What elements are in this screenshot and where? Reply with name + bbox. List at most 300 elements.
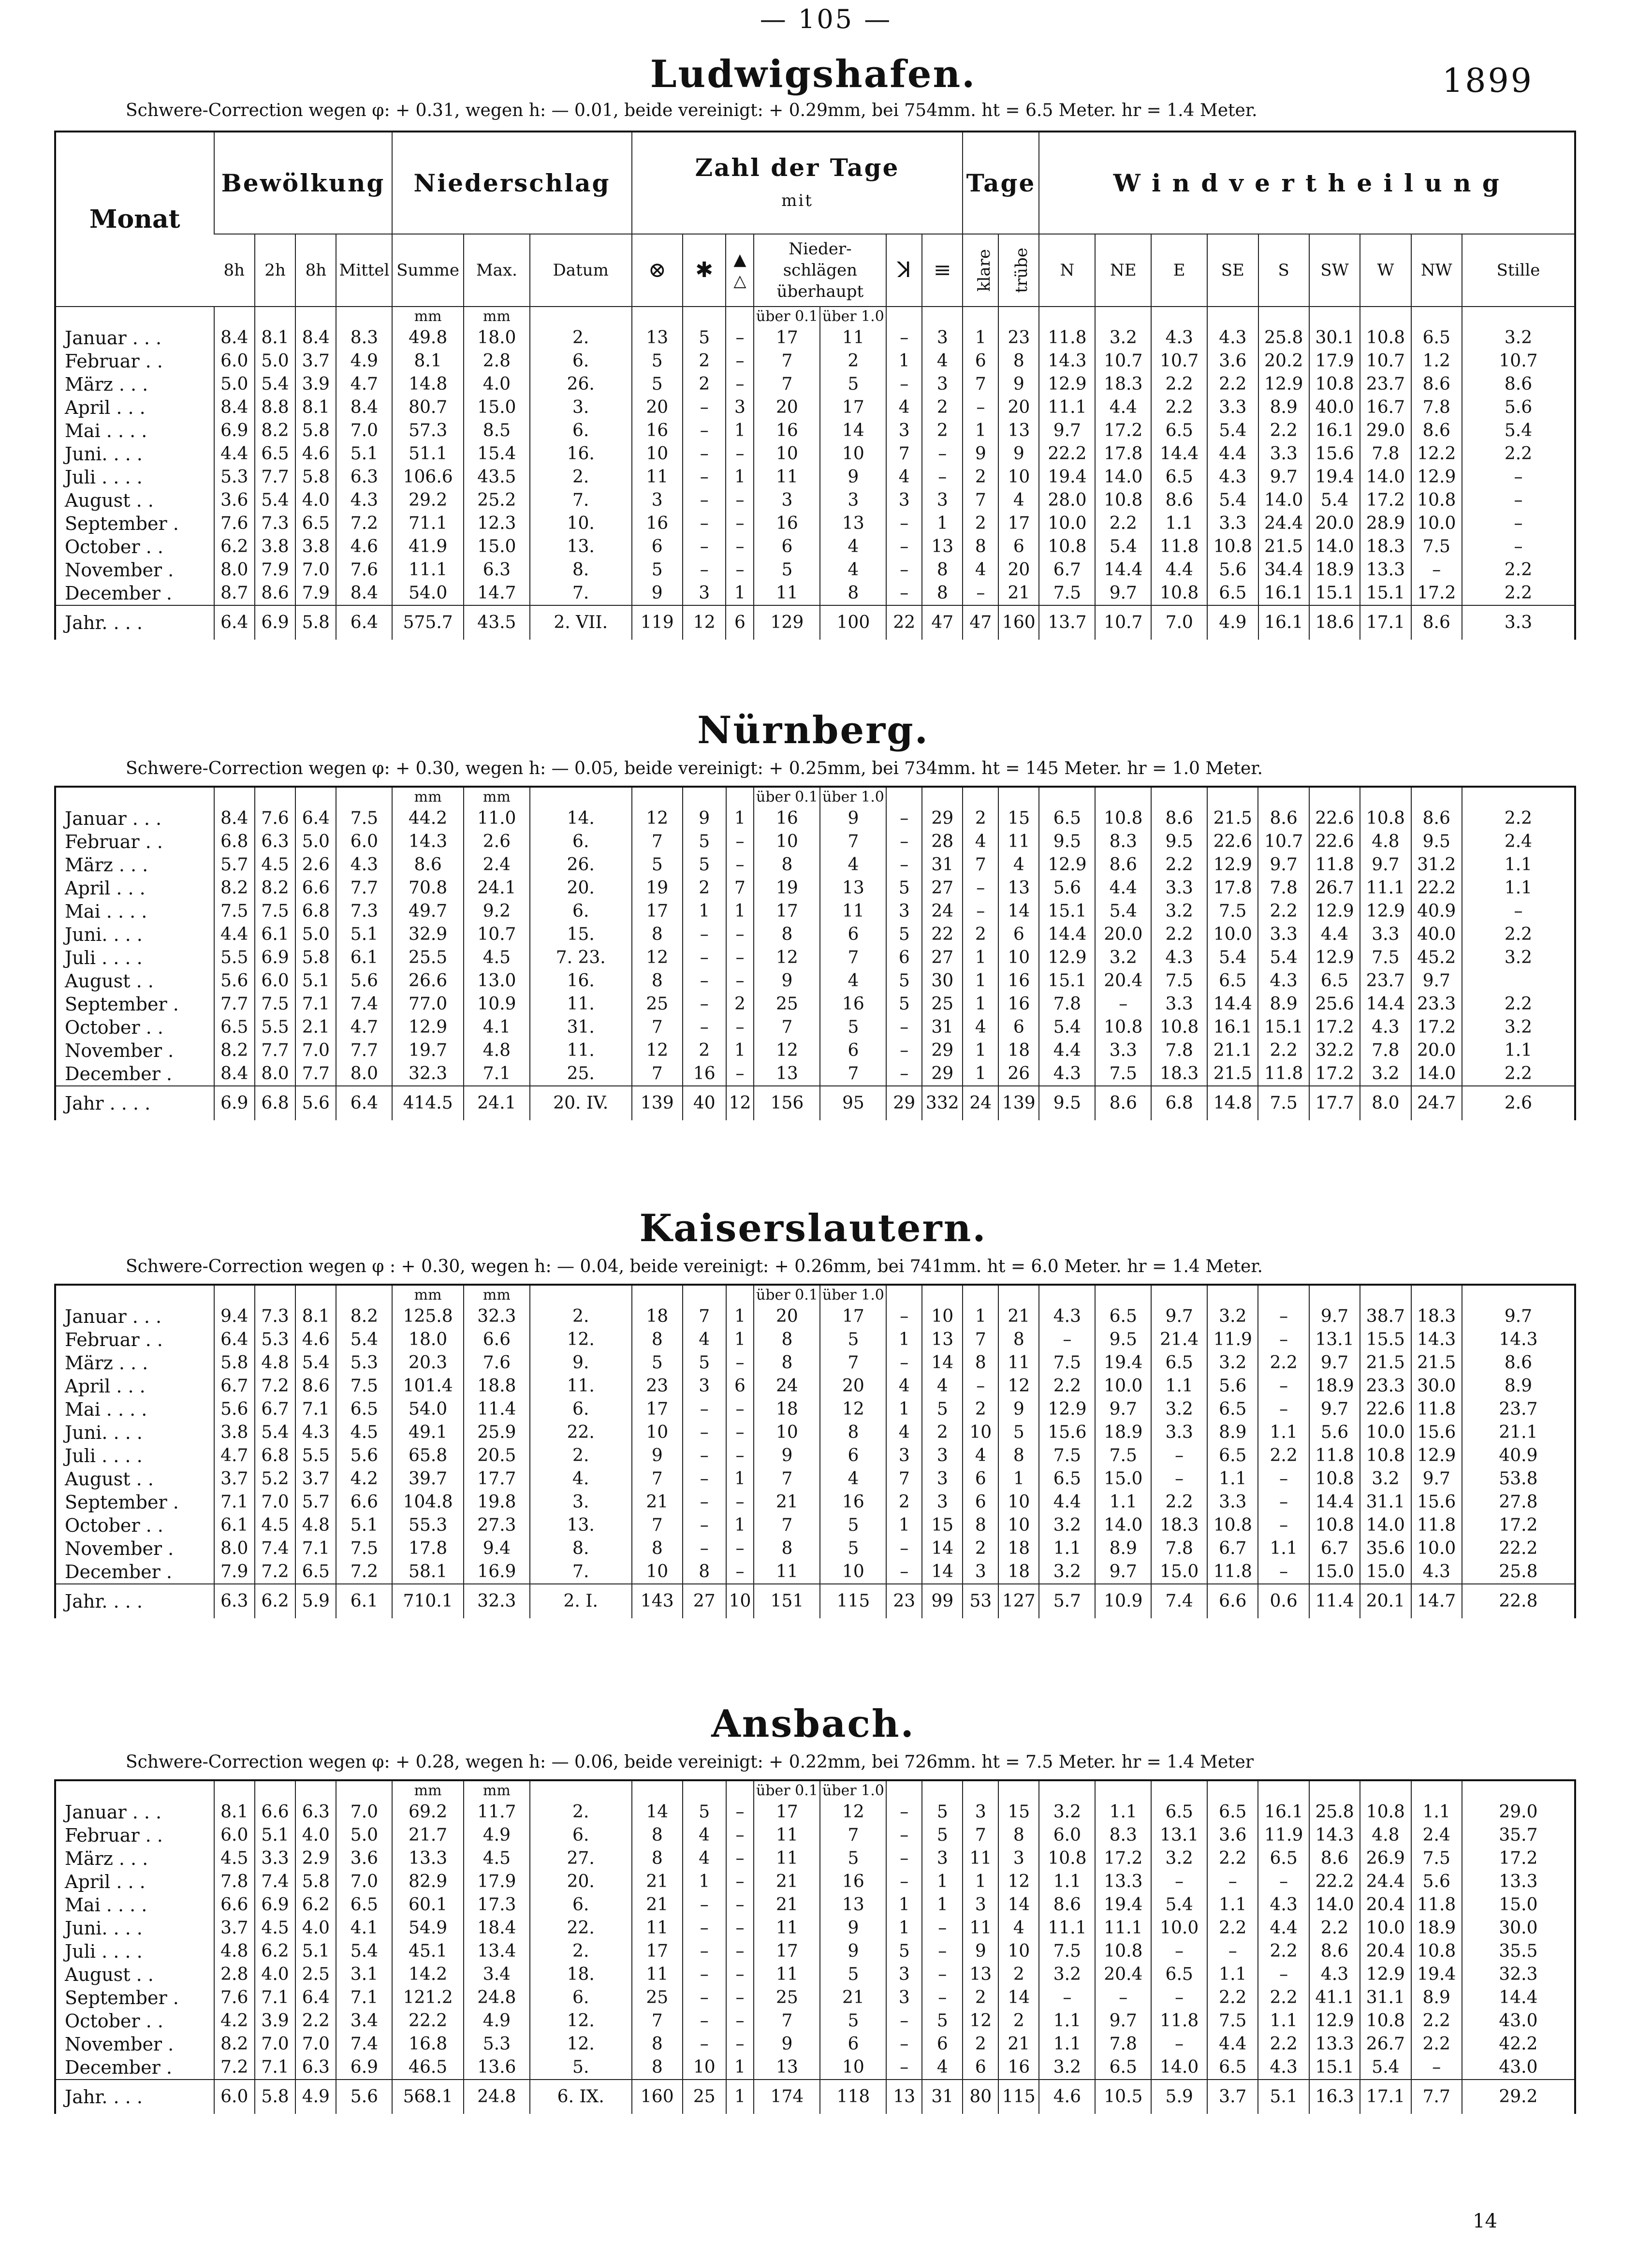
table-cell: 4.4 bbox=[1207, 2033, 1258, 2056]
total-cell: 6. IX. bbox=[530, 2080, 632, 2114]
table-cell: 11.8 bbox=[1258, 1062, 1309, 1086]
table-cell: 11 bbox=[754, 1963, 820, 1986]
table-cell: 11.0 bbox=[464, 807, 530, 830]
unit-cell bbox=[886, 1286, 922, 1305]
table-cell: 15.6 bbox=[1309, 442, 1360, 466]
table-cell: 8.0 bbox=[336, 1062, 392, 1086]
total-cell: 24 bbox=[963, 1086, 998, 1120]
table-cell: 5.1 bbox=[336, 923, 392, 946]
table-cell: 24.1 bbox=[464, 877, 530, 900]
correction-line: Schwere-Correction wegen φ: + 0.28, wegen h: — 0.06, beide vereinigt: + 0.22mm, bei 726mm. ht = 7.5 Meter. hr = 1.4 Meter bbox=[126, 1752, 1254, 1772]
table-cell: 54.0 bbox=[392, 582, 464, 605]
table-cell: 2.2 bbox=[1258, 1986, 1309, 2009]
total-cell: 12 bbox=[683, 605, 726, 640]
table-cell: 19.4 bbox=[1095, 1893, 1151, 1917]
table-cell: 6.1 bbox=[336, 946, 392, 969]
table-cell: – bbox=[726, 853, 754, 877]
table-cell: – bbox=[683, 1491, 726, 1514]
table-cell: 1.1 bbox=[1207, 1467, 1258, 1491]
table-cell: 15.1 bbox=[1039, 969, 1095, 993]
table-row bbox=[56, 853, 1574, 877]
table-cell: 19 bbox=[754, 877, 820, 900]
table-cell: 6.0 bbox=[255, 969, 295, 993]
total-cell: 160 bbox=[998, 605, 1039, 640]
table-cell: 2.2 bbox=[1309, 1917, 1360, 1940]
table-cell: 10.8 bbox=[1360, 326, 1411, 350]
table-row bbox=[56, 1398, 1574, 1421]
total-cell: 100 bbox=[820, 605, 886, 640]
unit-cell bbox=[530, 788, 632, 807]
table-cell: 4.8 bbox=[1360, 1824, 1411, 1847]
column-header-truebe bbox=[998, 234, 1039, 307]
table-cell: – bbox=[1151, 1444, 1207, 1467]
table-cell: 11 bbox=[754, 1560, 820, 1584]
table-cell: 3 bbox=[726, 396, 754, 419]
table-cell: 14.4 bbox=[1151, 442, 1207, 466]
table-cell: 3.3 bbox=[1258, 442, 1309, 466]
unit-cell: mm bbox=[392, 307, 464, 326]
table-cell: 15.0 bbox=[1309, 1560, 1360, 1584]
table-row bbox=[56, 1917, 1574, 1940]
table-cell: 101.4 bbox=[392, 1375, 464, 1398]
total-cell: 5.9 bbox=[1151, 2080, 1207, 2114]
table-cell: 13.6 bbox=[464, 2056, 530, 2080]
table-cell: 25.5 bbox=[392, 946, 464, 969]
table-cell: 4.5 bbox=[464, 946, 530, 969]
table-cell: 6.6 bbox=[255, 1801, 295, 1824]
table-cell: – bbox=[726, 969, 754, 993]
table-cell: 3.2 bbox=[1462, 1016, 1574, 1039]
table-cell: 5.6 bbox=[336, 1444, 392, 1467]
table-cell: 6.5 bbox=[1309, 969, 1360, 993]
table-cell: 18 bbox=[632, 1305, 683, 1328]
table-cell: 19.4 bbox=[1095, 1351, 1151, 1375]
unit-cell bbox=[336, 307, 392, 326]
table-cell: 29 bbox=[922, 1039, 963, 1062]
table-cell: 3. bbox=[530, 1491, 632, 1514]
table-cell: 15.0 bbox=[1151, 1560, 1207, 1584]
table-cell: 5.0 bbox=[255, 350, 295, 373]
table-cell: 5.6 bbox=[1309, 1421, 1360, 1444]
unit-cell: mm bbox=[464, 1781, 530, 1801]
table-cell: 7 bbox=[820, 1062, 886, 1086]
table-cell: 22.2 bbox=[392, 2009, 464, 2033]
station-table bbox=[56, 788, 1574, 1120]
table-cell: 4 bbox=[998, 489, 1039, 512]
unit-cell bbox=[1095, 307, 1151, 326]
table-cell: 12.9 bbox=[1039, 853, 1095, 877]
unit-cell bbox=[1258, 788, 1309, 807]
table-cell: 11 bbox=[754, 1917, 820, 1940]
table-cell: 11.8 bbox=[1411, 1514, 1462, 1537]
table-cell: 13 bbox=[922, 535, 963, 558]
table-cell: 26. bbox=[530, 853, 632, 877]
total-cell: 53 bbox=[963, 1584, 998, 1618]
table-cell: 7.3 bbox=[255, 512, 295, 535]
unit-cell: mm bbox=[464, 788, 530, 807]
table-cell: 5.4 bbox=[255, 373, 295, 396]
table-cell: 17 bbox=[754, 1940, 820, 1963]
table-cell: 7.7 bbox=[255, 1039, 295, 1062]
table-cell: 7.7 bbox=[336, 877, 392, 900]
table-cell: 3.8 bbox=[255, 535, 295, 558]
station-table-frame bbox=[54, 786, 1576, 1120]
table-row bbox=[56, 807, 1574, 830]
column-header-zahl-der-tage bbox=[632, 132, 963, 234]
table-cell: 9 bbox=[754, 2033, 820, 2056]
table-cell: 14.3 bbox=[1411, 1328, 1462, 1351]
table-cell: – bbox=[922, 466, 963, 489]
table-cell: 4.3 bbox=[1039, 1305, 1095, 1328]
total-cell: 11.4 bbox=[1309, 1584, 1360, 1618]
table-cell: 7 bbox=[754, 1514, 820, 1537]
table-cell: 4.5 bbox=[255, 1514, 295, 1537]
unit-cell bbox=[1462, 788, 1574, 807]
table-cell: 2.2 bbox=[1462, 807, 1574, 830]
unit-cell bbox=[1411, 788, 1462, 807]
table-cell: 5.4 bbox=[255, 489, 295, 512]
table-cell: 12 bbox=[754, 1039, 820, 1062]
table-cell: 7.2 bbox=[255, 1375, 295, 1398]
table-cell: 5.6 bbox=[1207, 558, 1258, 582]
table-cell: 2.4 bbox=[1462, 830, 1574, 853]
table-cell: 4 bbox=[820, 1467, 886, 1491]
table-row bbox=[56, 1893, 1574, 1917]
unit-cell: über 0.1 bbox=[754, 1781, 820, 1801]
table-cell: 10.8 bbox=[1039, 1847, 1095, 1870]
table-cell: 6 bbox=[922, 2033, 963, 2056]
table-cell: 21 bbox=[998, 1305, 1039, 1328]
table-cell: 1 bbox=[726, 1467, 754, 1491]
hail-icon: ▲ bbox=[733, 250, 746, 269]
table-cell: 3 bbox=[886, 489, 922, 512]
table-cell: – bbox=[886, 512, 922, 535]
table-cell: 4.0 bbox=[255, 1963, 295, 1986]
table-cell: 10.8 bbox=[1095, 1940, 1151, 1963]
table-cell: – bbox=[726, 923, 754, 946]
table-cell: – bbox=[726, 558, 754, 582]
table-cell: 3 bbox=[886, 1986, 922, 2009]
unit-cell: über 1.0 bbox=[820, 1781, 886, 1801]
unit-cell bbox=[1309, 1781, 1360, 1801]
unit-cell bbox=[998, 1781, 1039, 1801]
table-row bbox=[56, 1940, 1574, 1963]
table-cell: 1 bbox=[886, 350, 922, 373]
table-cell: 12 bbox=[632, 1039, 683, 1062]
table-cell: 20 bbox=[632, 396, 683, 419]
unit-cell bbox=[1462, 1781, 1574, 1801]
total-cell: 80 bbox=[963, 2080, 998, 2114]
table-cell: 1 bbox=[922, 512, 963, 535]
table-cell: 1 bbox=[963, 969, 998, 993]
table-cell: 9.5 bbox=[1095, 1328, 1151, 1351]
total-cell: 14.7 bbox=[1411, 1584, 1462, 1618]
total-cell: 3.7 bbox=[1207, 2080, 1258, 2114]
unit-cell bbox=[295, 788, 336, 807]
unit-cell bbox=[214, 1286, 255, 1305]
table-cell: 12. bbox=[530, 2009, 632, 2033]
table-cell: 18 bbox=[754, 1398, 820, 1421]
unit-cell: mm bbox=[392, 1781, 464, 1801]
total-cell: 118 bbox=[820, 2080, 886, 2114]
table-cell: 1.1 bbox=[1039, 2009, 1095, 2033]
table-cell: 13 bbox=[922, 1328, 963, 1351]
total-cell: 13.7 bbox=[1039, 605, 1095, 640]
table-cell: 9.7 bbox=[1309, 1351, 1360, 1375]
table-cell: 40.0 bbox=[1411, 923, 1462, 946]
table-row bbox=[56, 1560, 1574, 1584]
table-cell: – bbox=[1258, 1467, 1309, 1491]
unit-cell bbox=[1095, 1286, 1151, 1305]
table-row bbox=[56, 946, 1574, 969]
table-cell: 7.2 bbox=[214, 2056, 255, 2080]
table-cell: 11.8 bbox=[1151, 2009, 1207, 2033]
table-cell: 12.9 bbox=[1039, 1398, 1095, 1421]
table-cell: 4 bbox=[886, 1375, 922, 1398]
total-cell: 139 bbox=[998, 1086, 1039, 1120]
table-cell: 8 bbox=[632, 923, 683, 946]
table-cell: 5.7 bbox=[295, 1491, 336, 1514]
table-cell: 27 bbox=[922, 946, 963, 969]
table-cell: 7 bbox=[754, 373, 820, 396]
table-cell: – bbox=[1207, 1940, 1258, 1963]
total-cell: 25 bbox=[683, 2080, 726, 2114]
mit-label: mit bbox=[781, 190, 813, 210]
table-cell: 14 bbox=[922, 1351, 963, 1375]
sleet-icon: △ bbox=[733, 271, 746, 291]
table-cell: 7.8 bbox=[1151, 1537, 1207, 1560]
table-cell: 2.4 bbox=[464, 853, 530, 877]
table-cell: 2 bbox=[963, 807, 998, 830]
unit-row bbox=[56, 1286, 1574, 1305]
total-cell: 7.5 bbox=[1258, 1086, 1309, 1120]
nieder-label-0: Nieder- bbox=[789, 239, 852, 259]
table-cell: 7.5 bbox=[255, 993, 295, 1016]
table-row bbox=[56, 1847, 1574, 1870]
month-label: August . . bbox=[65, 490, 154, 511]
table-cell: 21 bbox=[632, 1893, 683, 1917]
table-cell: 22.2 bbox=[1309, 1870, 1360, 1893]
table-cell: 35.7 bbox=[1462, 1824, 1574, 1847]
table-cell: 3.8 bbox=[214, 1421, 255, 1444]
table-cell: 14.0 bbox=[1095, 1514, 1151, 1537]
column-header-wind-5: SW bbox=[1309, 234, 1360, 307]
table-cell: – bbox=[726, 1917, 754, 1940]
unit-cell bbox=[922, 1286, 963, 1305]
table-cell: 18. bbox=[530, 1963, 632, 1986]
total-cell: 139 bbox=[632, 1086, 683, 1120]
table-cell: 10.8 bbox=[1039, 535, 1095, 558]
table-cell: 7.5 bbox=[1207, 2009, 1258, 2033]
table-cell: 21.5 bbox=[1207, 807, 1258, 830]
table-cell: 8.6 bbox=[1309, 1940, 1360, 1963]
total-cell: 13 bbox=[886, 2080, 922, 2114]
table-cell: 7 bbox=[820, 946, 886, 969]
table-cell: 5.5 bbox=[295, 1444, 336, 1467]
table-cell: – bbox=[922, 1917, 963, 1940]
table-cell: 3.2 bbox=[1462, 946, 1574, 969]
table-cell: 7.5 bbox=[1360, 946, 1411, 969]
table-cell: 5.4 bbox=[1207, 419, 1258, 442]
total-cell: 8.6 bbox=[1095, 1086, 1151, 1120]
table-cell: 16 bbox=[820, 1491, 886, 1514]
table-cell: 4.3 bbox=[336, 489, 392, 512]
table-cell: 3.2 bbox=[1207, 1305, 1258, 1328]
table-cell: 2. bbox=[530, 1801, 632, 1824]
table-cell: 45.1 bbox=[392, 1940, 464, 1963]
table-cell: 8.5 bbox=[464, 419, 530, 442]
table-cell: 3 bbox=[922, 373, 963, 396]
unit-cell bbox=[214, 788, 255, 807]
table-cell: 17.2 bbox=[1095, 1847, 1151, 1870]
table-cell: 4.4 bbox=[1151, 558, 1207, 582]
unit-cell bbox=[1360, 1286, 1411, 1305]
table-cell: 1.1 bbox=[1151, 1375, 1207, 1398]
table-cell: 71.1 bbox=[392, 512, 464, 535]
table-cell: 3.2 bbox=[1151, 1398, 1207, 1421]
table-row bbox=[56, 582, 1574, 605]
table-cell: 7 bbox=[963, 373, 998, 396]
table-cell: 7.4 bbox=[336, 993, 392, 1016]
total-cell: 6.2 bbox=[255, 1584, 295, 1618]
table-cell: 6.5 bbox=[1151, 419, 1207, 442]
station-section bbox=[54, 1206, 1572, 1690]
table-cell: 10. bbox=[530, 512, 632, 535]
table-cell: 57.3 bbox=[392, 419, 464, 442]
column-header-niederschlaegen bbox=[754, 234, 886, 307]
table-cell: 6.0 bbox=[336, 830, 392, 853]
table-cell: 8.2 bbox=[214, 2033, 255, 2056]
table-cell: 82.9 bbox=[392, 1870, 464, 1893]
table-cell: 4.4 bbox=[1095, 396, 1151, 419]
table-cell: 18.3 bbox=[1411, 1305, 1462, 1328]
table-cell: – bbox=[886, 1801, 922, 1824]
table-cell: 6.5 bbox=[1151, 1351, 1207, 1375]
table-cell: 10.8 bbox=[1411, 489, 1462, 512]
table-cell: 14.3 bbox=[1309, 1824, 1360, 1847]
table-cell: 9.7 bbox=[1411, 969, 1462, 993]
table-cell: – bbox=[1207, 1870, 1258, 1893]
table-cell: – bbox=[1095, 1986, 1151, 2009]
table-cell: 1.1 bbox=[1039, 1537, 1095, 1560]
table-cell: 16.1 bbox=[1207, 1016, 1258, 1039]
table-cell: 21 bbox=[632, 1491, 683, 1514]
table-cell: 7.5 bbox=[214, 900, 255, 923]
unit-cell: über 1.0 bbox=[820, 788, 886, 807]
total-row bbox=[56, 1086, 1574, 1120]
table-cell: 4.9 bbox=[464, 1824, 530, 1847]
table-cell: 2.2 bbox=[295, 2009, 336, 2033]
table-cell: 20.5 bbox=[464, 1444, 530, 1467]
table-cell: 14. bbox=[530, 807, 632, 830]
table-cell: 10 bbox=[998, 1940, 1039, 1963]
table-cell: 7.2 bbox=[255, 1560, 295, 1584]
table-cell: 17 bbox=[754, 326, 820, 350]
table-cell: 31.1 bbox=[1360, 1491, 1411, 1514]
table-cell: 30.1 bbox=[1309, 326, 1360, 350]
table-cell: 22 bbox=[922, 923, 963, 946]
table-cell: 5.6 bbox=[1039, 877, 1095, 900]
table-cell: 7.0 bbox=[295, 1039, 336, 1062]
table-cell: 10.8 bbox=[1360, 1444, 1411, 1467]
table-cell: 3.6 bbox=[1207, 350, 1258, 373]
table-cell: 11. bbox=[530, 993, 632, 1016]
table-cell: 5.4 bbox=[1207, 946, 1258, 969]
table-row bbox=[56, 1328, 1574, 1351]
table-cell: 12. bbox=[530, 2033, 632, 2056]
month-label: August . . bbox=[65, 970, 154, 992]
table-cell: – bbox=[886, 1560, 922, 1584]
table-cell: 9.7 bbox=[1258, 466, 1309, 489]
month-label: April . . . bbox=[65, 1376, 146, 1397]
table-cell: 3.3 bbox=[1151, 993, 1207, 1016]
column-header-wind-2: E bbox=[1151, 234, 1207, 307]
table-row bbox=[56, 1305, 1574, 1328]
table-row bbox=[56, 1986, 1574, 2009]
table-cell: 3.3 bbox=[1258, 923, 1309, 946]
table-cell: 8 bbox=[998, 350, 1039, 373]
table-cell: 11.8 bbox=[1411, 1398, 1462, 1421]
month-label: Februar . . bbox=[65, 1825, 163, 1846]
table-cell: 7.9 bbox=[255, 558, 295, 582]
table-cell: 1 bbox=[726, 1328, 754, 1351]
table-cell: – bbox=[683, 1963, 726, 1986]
table-cell: 6. bbox=[530, 830, 632, 853]
month-label: Februar . . bbox=[65, 351, 163, 372]
total-cell: 4.6 bbox=[1039, 2080, 1095, 2114]
table-cell: 27.8 bbox=[1462, 1491, 1574, 1514]
table-cell: 10.0 bbox=[1151, 1917, 1207, 1940]
table-cell: 31.2 bbox=[1411, 853, 1462, 877]
table-cell: 10.7 bbox=[1462, 350, 1574, 373]
month-label: Juli . . . . bbox=[65, 1445, 143, 1466]
table-cell: – bbox=[683, 1893, 726, 1917]
table-cell: 4.6 bbox=[336, 535, 392, 558]
table-cell: 11.1 bbox=[1039, 396, 1095, 419]
table-cell: 9.7 bbox=[1411, 1467, 1462, 1491]
table-cell: – bbox=[922, 1940, 963, 1963]
table-cell: 10.8 bbox=[1095, 489, 1151, 512]
table-cell: 1 bbox=[886, 1514, 922, 1537]
table-cell: 6.8 bbox=[255, 1444, 295, 1467]
table-cell: – bbox=[683, 1467, 726, 1491]
table-cell: 5.4 bbox=[1309, 489, 1360, 512]
table-cell: 10 bbox=[754, 830, 820, 853]
table-cell: 7.5 bbox=[1207, 900, 1258, 923]
table-cell: 27. bbox=[530, 1847, 632, 1870]
table-cell: 4.3 bbox=[1207, 326, 1258, 350]
table-cell: 7.6 bbox=[255, 807, 295, 830]
table-cell: – bbox=[726, 512, 754, 535]
table-cell: 21.1 bbox=[1207, 1039, 1258, 1062]
table-cell: 9 bbox=[754, 1444, 820, 1467]
table-cell: 25.2 bbox=[464, 489, 530, 512]
table-cell: 6.5 bbox=[336, 1398, 392, 1421]
table-cell: 25 bbox=[754, 1986, 820, 2009]
table-cell: 125.8 bbox=[392, 1305, 464, 1328]
table-cell: 16 bbox=[632, 512, 683, 535]
table-cell: 1.1 bbox=[1258, 1421, 1309, 1444]
table-cell: 26.7 bbox=[1360, 2033, 1411, 2056]
table-cell: 10.8 bbox=[1151, 582, 1207, 605]
table-cell: 54.9 bbox=[392, 1917, 464, 1940]
table-cell: 16 bbox=[820, 1870, 886, 1893]
table-cell: 8.6 bbox=[1411, 807, 1462, 830]
table-cell: 65.8 bbox=[392, 1444, 464, 1467]
total-cell: 24.1 bbox=[464, 1086, 530, 1120]
table-cell: 2 bbox=[963, 2033, 998, 2056]
table-cell: 4.8 bbox=[295, 1514, 336, 1537]
